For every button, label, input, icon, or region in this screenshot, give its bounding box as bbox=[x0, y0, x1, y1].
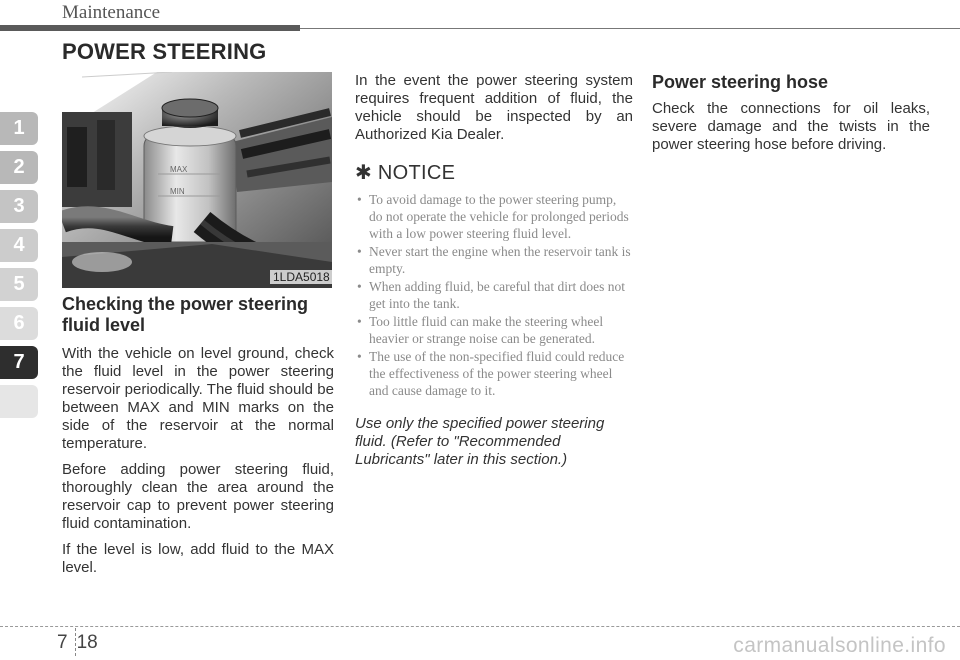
chapter-tab-label: 2 bbox=[13, 156, 25, 178]
dealer-inspection-paragraph: In the event the power steering system requires frequent addition of fluid, the vehicle should be inspected by an Authorized Kia Dealer. bbox=[355, 72, 633, 143]
chapter-tab-label: 5 bbox=[13, 273, 25, 295]
notice-item: • Never start the engine when the reservoir tank is empty. bbox=[355, 243, 633, 277]
notice-item: • When adding fluid, be careful that dirt does not get into the tank. bbox=[355, 278, 633, 312]
right-column bbox=[652, 72, 930, 154]
header-rule-thick bbox=[0, 25, 300, 31]
notice-item: • The use of the non-specified fluid could reduce the effectiveness of the power steering wheel and cause damage to it. bbox=[355, 348, 633, 399]
hose-paragraph: Check the connections for oil leaks, severe damage and the twists in the power steering hose before driving. bbox=[652, 100, 930, 153]
footer-rule bbox=[0, 626, 960, 627]
chapter-tab-6[interactable] bbox=[0, 307, 38, 340]
page-index: 18 bbox=[76, 632, 98, 653]
chapter-tab-1[interactable] bbox=[0, 112, 38, 145]
middle-column bbox=[355, 72, 633, 469]
chapter-tab-label: 4 bbox=[13, 234, 25, 256]
fluid-level-paragraph: If the level is low, add fluid to the MAX level. bbox=[62, 541, 334, 576]
section-title: POWER STEERING bbox=[62, 39, 267, 64]
notice-title: ✱ NOTICE bbox=[355, 162, 456, 184]
page-number-separator bbox=[75, 628, 76, 656]
left-column bbox=[62, 294, 334, 585]
chapter-tab-label: 1 bbox=[13, 117, 25, 139]
chapter-tab-7[interactable] bbox=[0, 346, 38, 379]
chapter-tab-label: 7 bbox=[13, 351, 25, 373]
notice-list bbox=[355, 191, 633, 399]
reservoir-photo bbox=[62, 72, 332, 288]
page-chapter: 7 bbox=[57, 632, 68, 653]
watermark: carmanualsonline.info bbox=[733, 634, 946, 657]
chapter-tab-2[interactable] bbox=[0, 151, 38, 184]
fluid-level-paragraph: Before adding power steering fluid, thoroughly clean the area around the reservoir cap to prevent power steering fluid contamination. bbox=[62, 461, 334, 532]
notice-item: • To avoid damage to the power steering pump, do not operate the vehicle for prolonged periods with a low power steering fluid level. bbox=[355, 191, 633, 242]
reservoir-min-mark: MIN bbox=[170, 187, 185, 196]
reservoir-max-mark: MAX bbox=[170, 165, 188, 174]
notice-item: • Too little fluid can make the steering wheel heavier or strange noise can be generated. bbox=[355, 313, 633, 347]
chapter-tab-label: 6 bbox=[13, 312, 25, 334]
header-rule-thin bbox=[300, 28, 960, 29]
figure-code: 1LDA5018 bbox=[270, 270, 333, 284]
page-number bbox=[57, 632, 98, 654]
chapter-tab-label: 3 bbox=[13, 195, 25, 217]
header-title: Maintenance bbox=[62, 2, 161, 23]
fluid-level-paragraph: With the vehicle on level ground, check the fluid level in the power steering reservoir periodically. The fluid should be between MAX and MIN marks on the side of the reservoir at the normal temperature. bbox=[62, 345, 334, 452]
chapter-tab-4[interactable] bbox=[0, 229, 38, 262]
chapter-tab-5[interactable] bbox=[0, 268, 38, 301]
chapter-tab-8[interactable] bbox=[0, 385, 38, 418]
reservoir-illustration bbox=[62, 72, 332, 288]
fluid-level-heading: Checking the power steering fluid level bbox=[62, 294, 309, 335]
specified-fluid-note: Use only the specified power steering fluid. (Refer to "Recommended Lubricants" later in this section.) bbox=[355, 415, 605, 468]
hose-heading: Power steering hose bbox=[652, 72, 829, 92]
chapter-tab-3[interactable] bbox=[0, 190, 38, 223]
